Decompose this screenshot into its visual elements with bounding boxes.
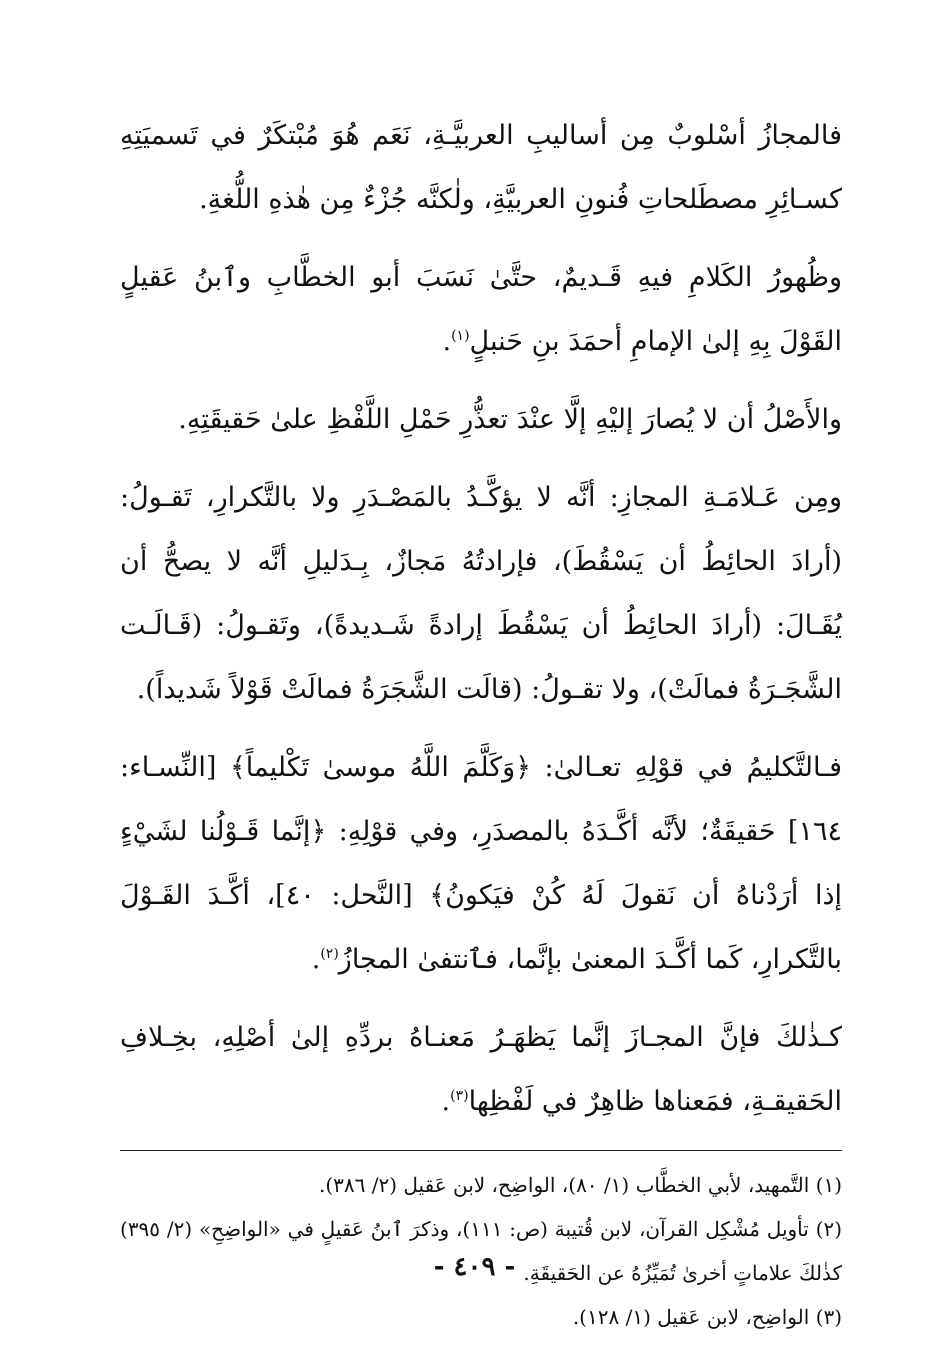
- page-number: - ٤٠٩ -: [433, 1252, 516, 1282]
- footnote-ref: (١): [451, 328, 470, 344]
- footnote: (٣) الواضِح، لابن عَقيل (١/ ١٢٨).: [572, 1305, 842, 1329]
- paragraph-end: .: [442, 326, 452, 357]
- paragraph-text: فـالتَّكليمُ في قوْلِهِ تعـالىٰ: ﴿وَكَلَّمَ اللَّهُ موسىٰ تَكْليماً﴾ [النِّسـاء: ١٦٤] حَقيقَةٌ؛ لأنَّه أكَّـدَهُ بالمصدَرِ، وفي قوْلِهِ: ﴿إنَّما قَـوْلُنا لشَيْءٍ إذا أرَدْناهُ أن نَقولَ لَهُ كُنْ فيَكونُ﴾ [النَّحل: ٤٠]، أكَّـدَ القَـوْلَ بالتَّكرارِ، كَما أكَّـدَ المعنىٰ بإنَّما، فٱنتفىٰ المجازُ: [120, 752, 842, 975]
- paragraph-text: وظُهورُ الكَلامِ فيهِ قَـديمٌ، حتَّىٰ نَسَبَ أبو الخطَّابِ وٱبنُ عَقيلٍ القَوْلَ بِهِ إلىٰ الإمامِ أحمَدَ بنِ حَنبلٍ: [120, 262, 842, 357]
- paragraph: [120, 388, 842, 452]
- page-content: [120, 100, 842, 1339]
- footnote-ref: (٣): [450, 1088, 469, 1104]
- paragraph-end: .: [441, 1086, 451, 1117]
- paragraph: [120, 466, 842, 722]
- paragraph-text: كـذٰلكَ فإنَّ المجـازَ إنَّما يَظهَـرُ مَعنـاهُ بردِّهِ إلىٰ أصْلِهِ، بخِـلافِ الحَقيقـةِ، فمَعناها ظاهِرٌ في لَفْظِها: [120, 1022, 842, 1117]
- footnote: (١) التَّمهيد، لأبي الخطَّاب (١/ ٨٠)، الواضِح، لابن عَقيل (٢/ ٣٨٦).: [318, 1173, 842, 1197]
- footnotes: [120, 1163, 842, 1339]
- paragraph: [120, 104, 842, 232]
- footnote-divider: [120, 1150, 842, 1151]
- body-text: [120, 104, 842, 1134]
- footnote: (٢) تأويل مُشْكِل القرآن، لابن قُتيبة (ص: ١١١)، وذكرَ ٱبنُ عَقيلٍ في «الواضِحِ» (٢/ ٣٩٥) كذٰلكَ علاماتٍ أخرىٰ تُمَيِّزُهُ عن الحَقيقَةِ.: [120, 1217, 843, 1285]
- paragraph: [120, 246, 842, 374]
- paragraph: [120, 736, 842, 992]
- footnote-ref: (٢): [320, 946, 339, 962]
- paragraph-text: فالمجازُ أسْلوبٌ مِن أساليبِ العربيَّـةِ، نَعَم هُوَ مُبْتكَرٌ في تَسميَتِهِ كسـائِرِ مصطَلحاتِ فُنونِ العربيَّةِ، ولٰكنَّه جُزْءٌ مِن هٰذهِ اللُّغةِ.: [120, 120, 842, 215]
- paragraph: [120, 1006, 842, 1134]
- paragraph-text: والأَصْلُ أن لا يُصارَ إليْهِ إلَّا عنْدَ تعذُّرِ حَمْلِ اللَّفْظِ علىٰ حَقيقَتِهِ.: [178, 404, 842, 435]
- paragraph-text: ومِن عَـلامَـةِ المجازِ: أنَّه لا يؤكَّـدُ بالمَصْـدَرِ ولا بالتَّكرارِ، تَقـولُ: (أرادَ الحائِطُ أن يَسْقُطَ)، فإرادتُهُ مَجازٌ، بِـدَليلِ أنَّه لا يصحُّ أن يُقَـالَ: (أرادَ الحائِطُ أن يَسْقُطَ إرادةً شَـديدةً)، وتَقـولُ: (قَـالَـت الشَّجَـرَةُ فمالَتْ)، ولا تقـولُ: (قالَت الشَّجَرَةُ فمالَتْ قَوْلاً شَديداً).: [120, 482, 842, 705]
- paragraph-end: .: [311, 944, 321, 975]
